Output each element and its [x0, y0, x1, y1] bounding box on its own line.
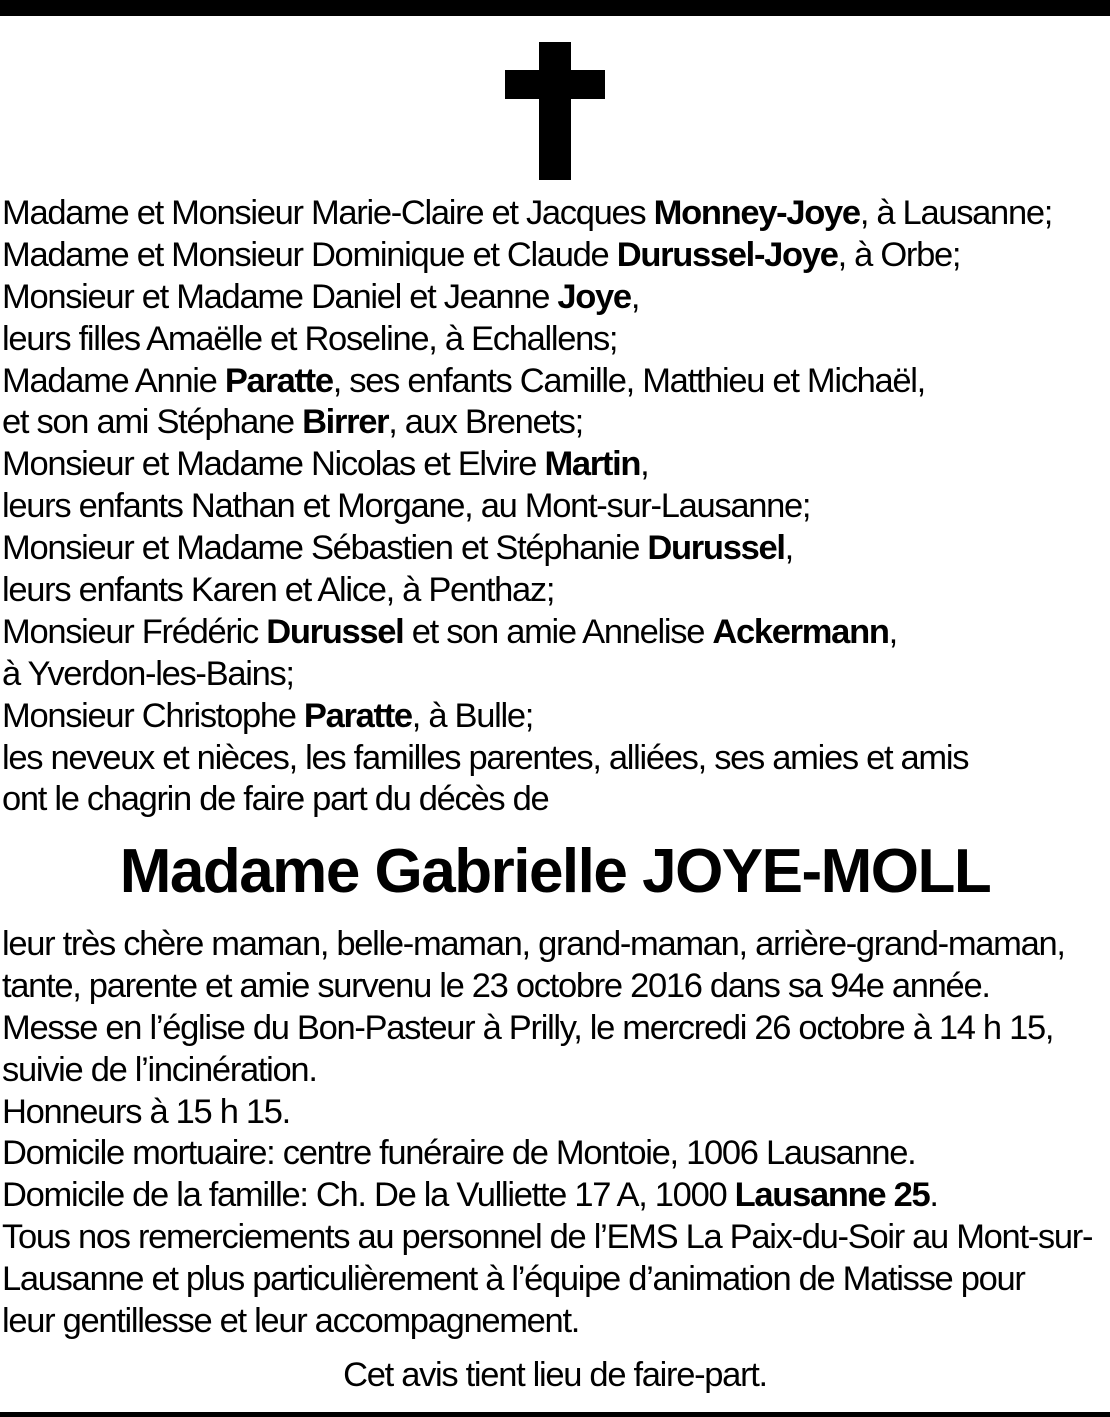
surname: Monney-Joye — [653, 194, 860, 232]
families-line: leurs filles Amaëlle et Roseline, à Echallens; — [2, 319, 618, 358]
families-line: leurs enfants Karen et Alice, à Penthaz; — [2, 571, 555, 610]
details-line: suivie de l’incinération. — [2, 1050, 317, 1089]
closing-note: Cet avis tient lieu de faire-part. — [343, 1356, 767, 1394]
families-line: Madame Annie Paratte, ses enfants Camille, Matthieu et Michaël, — [2, 361, 925, 400]
details-line: Domicile mortuaire: centre funéraire de Montoie, 1006 Lausanne. — [2, 1134, 916, 1173]
details-line: leur très chère maman, belle-maman, grand-maman, arrière-grand-maman, — [2, 925, 1065, 963]
details-line: Tous nos remerciements au personnel de l’EMS La Paix-du-Soir au Mont-sur- — [2, 1218, 1093, 1257]
families-line: ont le chagrin de faire part du décès de — [2, 780, 549, 819]
families-line: Monsieur et Madame Sébastien et Stéphanie Durussel, — [2, 529, 793, 568]
families-line: Monsieur Frédéric Durussel et son amie Annelise Ackermann, — [2, 612, 897, 651]
details-line: Messe en l’église du Bon-Pasteur à Prilly, le mercredi 26 octobre à 14 h 15, — [2, 1008, 1054, 1047]
top-rule — [0, 0, 1110, 16]
details-line: tante, parente et amie survenu le 23 octobre 2016 dans sa 94e année. — [2, 966, 990, 1005]
details-line: Domicile de la famille: Ch. De la Vulliette 17 A, 1000 Lausanne 25. — [2, 1176, 938, 1215]
details-line: Honneurs à 15 h 15. — [2, 1092, 290, 1131]
details-text — [2, 924, 1108, 1343]
details-line: leur gentillesse et leur accompagnement. — [2, 1302, 580, 1341]
families-line: Monsieur et Madame Nicolas et Elvire Martin, — [2, 445, 649, 484]
surname: Paratte — [224, 361, 333, 400]
families-line: Madame et Monsieur Dominique et Claude Durussel-Joye, à Orbe; — [2, 235, 961, 274]
families-line: Madame et Monsieur Marie-Claire et Jacques Monney-Joye, à Lausanne; — [2, 194, 1053, 232]
families-list — [2, 193, 1108, 821]
surname: Ackermann — [712, 612, 889, 651]
families-line: les neveux et nièces, les familles parentes, alliées, ses amies et amis — [2, 738, 969, 777]
surname: Paratte — [303, 696, 412, 735]
bottom-rule — [0, 1412, 1110, 1417]
surname: Durussel — [266, 612, 404, 651]
surname: Lausanne 25 — [734, 1176, 930, 1215]
families-line: Monsieur et Madame Daniel et Jeanne Joye, — [2, 277, 640, 316]
surname: Durussel — [647, 529, 785, 568]
surname: Birrer — [302, 403, 389, 442]
families-line: Monsieur Christophe Paratte, à Bulle; — [2, 696, 534, 735]
families-line: et son ami Stéphane Birrer, aux Brenets; — [2, 403, 583, 442]
surname: Joye — [557, 277, 631, 316]
details-line: Lausanne et plus particulièrement à l’équipe d’animation de Matisse pour — [2, 1260, 1025, 1299]
families-line: leurs enfants Nathan et Morgane, au Mont-sur-Lausanne; — [2, 487, 811, 526]
surname: Martin — [544, 445, 641, 484]
deceased-name: Madame Gabrielle JOYE-MOLL — [119, 837, 991, 906]
surname: Durussel-Joye — [616, 235, 838, 274]
families-line: à Yverdon-les-Bains; — [2, 654, 294, 693]
cross-icon — [505, 42, 605, 180]
